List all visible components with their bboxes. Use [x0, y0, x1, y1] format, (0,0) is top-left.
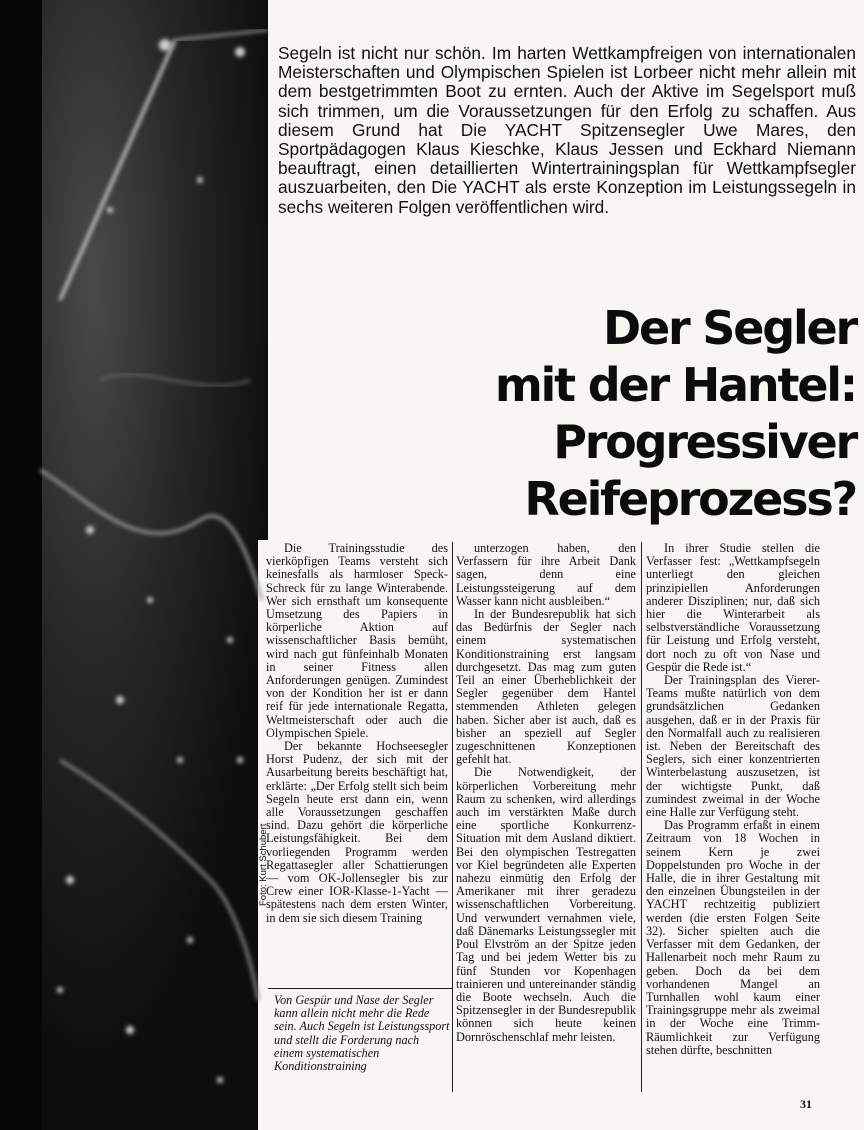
paragraph: Das Programm erfaßt in einem Zeitraum von 18 Wochen in seinem Kern je zwei Doppelstunden pro Woche in der Halle, die in ihrer Gestaltung mit den einzelnen Übungsteilen in der YACHT rechtzeitig publiziert werden (die ersten Folgen Seite 32). Sicher spielten auch die Verfasser mit dem Gedanken, der Hallenarbeit noch mehr Raum zu geben. Doch da bei dem vorhandenen Mangel an Turnhallen wohl kaum einer Trainingsgruppe mehr als zweimal in der Woche eine Trimm-Räumlichkeit zur Verfügung stehen dürfte, beschnitten: [646, 818, 820, 1057]
caption-divider: [268, 988, 452, 989]
paragraph: Die Notwendigkeit, der körperlichen Vorbereitung mehr Raum zu schenken, wird allerdings auch im verstärkten Maße durch eine sportliche Konkurrenz-Situation mit dem Ausland diktiert. Bei den olympischen Testregatten vor Kiel begründeten alle Experten nahezu einmütig den Erfolg der Amerikaner mit ihrer geradezu wissenschaftlichen Vorbereitung. Und verwundert vernahmen viele, daß Dänemarks Leistungssegler mit Poul Elvström an der Spitze jeden Tag und bei jedem Wetter bis zu fünf Stunden vor Kopenhagen trainieren und untereinander ständig die Boote wechseln. Auch die Spitzensegler in der Bundesrepublik können sich heute keinen Dornröschenschlaf mehr leisten.: [456, 765, 636, 1044]
paragraph: Der bekannte Hochseesegler Horst Pudenz, der sich mit der Ausarbeitung bereits beschäftigt hat, erklärte: „Der Erfolg stellt sich beim Segeln heute erst dann ein, wenn alle Voraussetzungen geschaffen sind. Dazu gehört die körperliche Leistungsfähigkeit. Bei dem vorliegenden Programm werden Regattasegler aller Schattierungen — vom OK-Jollensegler bis zur Crew einer IOR-Klasse-1-Yacht — spätestens nach dem ersten Winter, in dem sie sich diesem Training: [266, 739, 448, 925]
page-number: 31: [800, 1097, 812, 1111]
headline-line-3: Progressiver: [553, 415, 856, 469]
headline-line-1: Der Segler: [603, 301, 856, 355]
article-column-3: [646, 542, 820, 1057]
paragraph: In der Bundesrepublik hat sich das Bedürfnis der Segler nach einem systematischen Konditionstraining erst langsam durchgesetzt. Das mag zum guten Teil an einer Überheblichkeit der Segler gegenüber dem Hantel stemmenden Athleten gelegen haben. Sicher aber ist auch, daß es bisher an speziell auf Segler zugeschnittenen Konzeptionen gefehlt hat.: [456, 607, 636, 767]
headline-line-2: mit der Hantel:: [494, 358, 856, 412]
paragraph: In ihrer Studie stellen die Verfasser fest: „Wettkampfsegeln unterliegt den gleichen prinzipiellen Anforderungen anderer Disziplinen; nur, daß sich hier die Winterarbeit als selbstverständliche Voraussetzung für Leistung und Erfolg versteht, dort noch zu oft von Nase und Gespür die Rede ist.“: [646, 541, 820, 674]
paragraph: unterzogen haben, den Verfassern für ihre Arbeit Dank sagen, denn eine Leistungssteigerung auf dem Wasser kann nicht ausbleiben.“: [456, 541, 636, 608]
photo-caption: Von Gespür und Nase der Segler kann allein nicht mehr die Rede sein. Auch Segeln ist Leistungssport und stellt die Forderung nach einem systematischen Konditionstraining: [274, 993, 450, 1074]
paragraph: Der Trainingsplan des Vierer-Teams mußte natürlich von dem grundsätzlichen Gedanken ausgehen, daß er in der Praxis für den Normalfall auch zu realisieren ist. Neben der Bereitschaft des Seglers, sich einer konzentrierten Winterbelastung auszusetzen, ist der wichtigste Punkt, daß zumindest zweimal in der Woche eine Halle zur Verfügung steht.: [646, 673, 820, 820]
headline: [316, 300, 856, 528]
headline-line-4: Reifeprozess?: [524, 472, 856, 526]
article-column-2: [456, 542, 636, 1044]
article-column-1: [266, 542, 448, 925]
intro-paragraph: Segeln ist nicht nur schön. Im harten Wettkampfreigen von internationalen Meisterschaften und Olympischen Spielen ist Lorbeer nicht mehr allein mit dem bestgetrimmten Boot zu ernten. Auch der Aktive im Segelsport muß sich trimmen, um die Voraussetzungen für den Erfolg zu schaffen. Aus diesem Grund hat Die YACHT Spitzensegler Uwe Mares, den Sportpädagogen Klaus Kieschke, Klaus Jessen und Eckhard Niemann beauftragt, einen detaillierten Wintertrainingsplan für Wettkampfsegler auszuarbeiten, den Die YACHT als erste Konzeption im Leistungssegeln in sechs weiteren Folgen veröffentlichen wird.: [278, 43, 856, 217]
column-divider: [641, 542, 642, 1092]
photo-credit: Foto: Kurt Schubert: [258, 823, 269, 906]
column-divider: [452, 542, 453, 1092]
paragraph: Die Trainingsstudie des vierköpfigen Teams versteht sich keinesfalls als harmloser Speck-Schreck für zu lange Winterabende. Wer sich ernsthaft um konsequente Umsetzung des Papiers in körperliche Aktion auf wissenschaftlicher Basis bemüht, wird nach gut fünfeinhalb Monaten in seiner Fitness allen Anforderungen genügen. Zumindest von der Kondition her ist er dann reif für jede internationale Regatta, Weltmeisterschaft oder auch die Olympischen Spiele.: [266, 541, 448, 740]
